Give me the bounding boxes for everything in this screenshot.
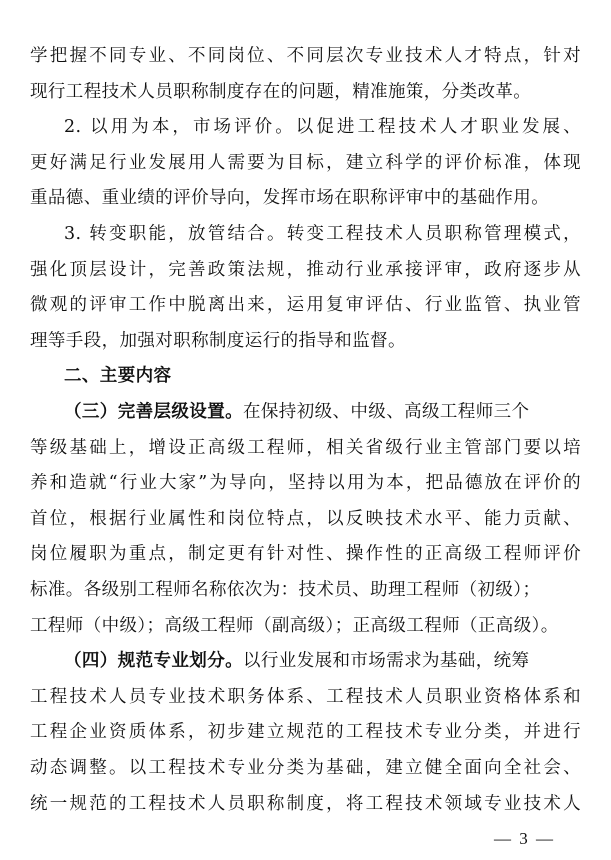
paragraph-line: 标准。各级别工程师名称依次为：技术员、助理工程师（初级）；	[30, 580, 541, 600]
paragraph-line: 现行工程技术人员职称制度存在的问题，精准施策，分类改革。	[30, 81, 532, 102]
paragraph-line: 首位，根据行业属性和岗位特点，以反映技术水平、能力贡献、	[30, 508, 581, 529]
paragraph-line: 等级基础上，增设正高级工程师，相关省级行业主管部门要以培	[30, 437, 581, 458]
paragraph-line: 岗位履职为重点，制定更有针对性、操作性的正高级工程师评价	[30, 544, 581, 565]
paragraph-line: 2. 以用为本，市场评价。以促进工程技术人才职业发展、	[64, 117, 581, 138]
paragraph-line: 养和造就“行业大家”为导向，坚持以用为本，把品德放在评价的	[30, 473, 581, 494]
paragraph-text: 在保持初级、中级、高级工程师三个	[243, 402, 530, 422]
paragraph-line	[64, 649, 529, 673]
paragraph-line: 3. 转变职能，放管结合。转变工程技术人员职称管理模式，	[64, 224, 581, 244]
page-number: — 3 —	[494, 829, 555, 848]
paragraph-line: 更好满足行业发展用人需要为目标，建立科学的评价标准，体现	[30, 152, 581, 173]
paragraph-line: 微观的评审工作中脱离出来，运用复审评估、行业监管、执业管	[30, 295, 581, 316]
subsection-title: （三）完善层级设置。	[64, 402, 243, 422]
paragraph-text: 以行业发展和市场需求为基础，统筹	[243, 651, 530, 672]
section-heading: 二、主要内容	[64, 366, 172, 387]
paragraph-line: 学把握不同专业、不同岗位、不同层次专业技术人才特点，针对	[30, 46, 581, 66]
paragraph-line: 动态调整。以工程技术专业分类为基础，建立健全面向全社会、	[30, 758, 581, 778]
subsection-title: （四）规范专业划分。	[64, 651, 243, 672]
paragraph-line: 理等手段，加强对职称制度运行的指导和监督。	[30, 330, 406, 351]
paragraph-line	[64, 400, 529, 424]
paragraph-line: 工程技术人员专业技术职务体系、工程技术人员职业资格体系和	[30, 686, 581, 707]
paragraph-line: 强化顶层设计，完善政策法规，推动行业承接评审，政府逐步从	[30, 259, 581, 280]
paragraph-line: 统一规范的工程技术人员职称制度，将工程技术领域专业技术人	[30, 793, 581, 814]
paragraph-line: 工程企业资质体系，初步建立规范的工程技术专业分类，并进行	[30, 722, 581, 743]
paragraph-line: 重品德、重业绩的评价导向，发挥市场在职称评审中的基础作用。	[30, 188, 550, 209]
paragraph-line: 工程师（中级）；高级工程师（副高级）；正高级工程师（正高级）。	[30, 615, 559, 636]
